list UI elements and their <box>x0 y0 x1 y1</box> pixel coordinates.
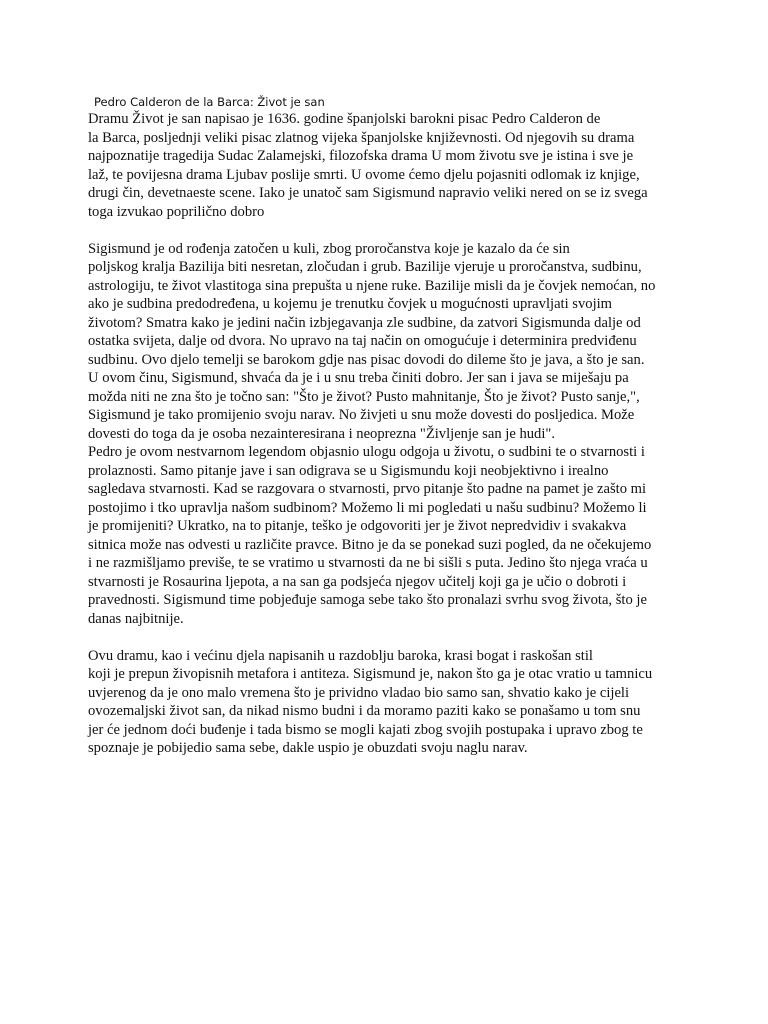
paragraph-gap <box>88 221 684 240</box>
paragraph-sigismund: Sigismund je od rođenja zatočen u kuli, zbog proročanstva koje je kazalo da će sin poljskog kralja Bazilija biti nesretan, zločudan i grub. Bazilije vjeruje u proročanstva, sudbinu, astrologiju, te život vlastitoga sina prepušta u njene ruke. Bazilije misli da je čovjek nemoćan, no ako je sudbina predodređena, u kojemu je trenutku čovjek u mogućnosti upravljati svojim životom? Smatra kako je jedini način izbjegavanja zle sudbine, da zatvori Sigismunda dalje od ostatka svijeta, dalje od dvora. No upravo na taj način on omogućuje i determinira predviđenu sudbinu. Ovo djelo temelji se barokom gdje nas pisac dovodi do dileme što je java, a što je san. U ovom činu, Sigismund, shvaća da je i u snu treba činiti dobro. Jer san i java se miješaju pa možda niti ne zna što je točno san: "Što je život? Pusto mahnitanje, Što je život? Pusto sanje,", Sigismund je tako promijenio svoju narav. No živjeti u snu može dovesti do posljedica. Može dovesti do toga da je osoba nezainteresirana i neoprezna "Življenje san je hudi". Pedro je ovom nestvarnom legendom objasnio ulogu odgoja u životu, o sudbini te o stvarnosti i prolaznosti. Samo pitanje jave i san odigrava se u Sigismundu koji neobjektivno i irealno sagledava stvarnosti. Kad se razgovara o stvarnosti, prvo pitanje što padne na pamet je zašto mi postojimo i tko upravlja našom sudbinom? Možemo li mi pogledati u našu sudbinu? Možemo li je promijeniti? Ukratko, na to pitanje, teško je odgovoriti jer je život nepredvidiv i svakakva sitnica može nas odvesti u različite pravce. Bitno je da se ponekad suzi pogled, da ne očekujemo i ne razmišljamo previše, te se vratimo u stvarnosti da ne bi sišli s puta. Jedino što njega vraća u stvarnosti je Rosaurina ljepota, a na san ga podsjeća njegov učitelj koji ga je učio o dobroti i pravednosti. Sigismund time pobjeđuje samoga sebe tako što pronalazi svrhu svog života, što je danas najbitnije. <box>88 240 656 627</box>
document-heading: Pedro Calderon de la Barca: Život je san <box>94 95 325 109</box>
paragraph-gap <box>88 628 684 647</box>
paragraph-style: Ovu dramu, kao i većinu djela napisanih u razdoblju baroka, krasi bogat i raskošan stil koji je prepun živopisnih metafora i antiteza. Sigismund je, nakon što ga je otac vratio u tamnicu uvjerenog da je ono malo vremena što je prividno vladao bio samo san, shvatio kako je cijeli ovozemaljski život san, da nikad nismo budni i da moramo paziti kako se ponašamo u tom snu jer će jednom doći buđenje i tada bismo se mogli kajati zbog svojih postupaka i upravo zbog te spoznaje je pobijedio sama sebe, dakle uspio je obuzdati svoju naglu narav. <box>88 647 653 756</box>
document-body <box>88 110 684 758</box>
paragraph-intro: Dramu Život je san napisao je 1636. godine španjolski barokni pisac Pedro Calderon de la Barca, posljednji veliki pisac zlatnog vijeka španjolske književnosti. Od njegovih su drama najpoznatije tragedija Sudac Zalamejski, filozofska drama U mom životu sve je istina i sve je laž, te povijesna drama Ljubav poslije smrti. U ovome ćemo djelu pojasniti odlomak iz knjige, drugi čin, devetnaeste scene. Iako je unatoč sam Sigismund napravio veliki nered on se iz svega toga izvukao poprilično dobro <box>88 111 648 220</box>
